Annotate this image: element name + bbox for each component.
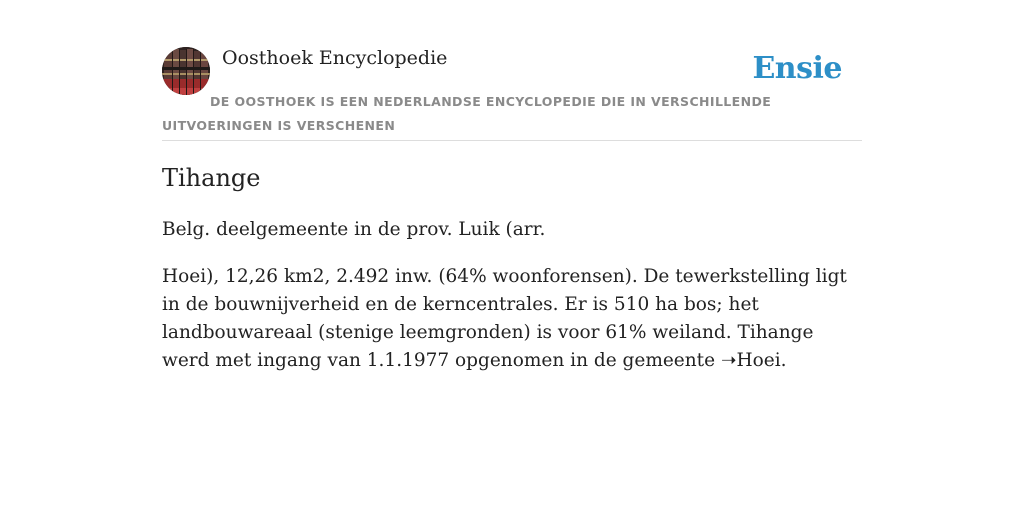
- hoei-link-label: Hoei: [736, 350, 781, 371]
- article-paragraph-2-suffix: .: [780, 350, 787, 371]
- site-name-link[interactable]: Oosthoek Encyclopedie: [222, 47, 448, 69]
- article-paragraph-1: Belg. deelgemeente in de prov. Luik (arr.: [162, 219, 546, 240]
- encyclopedia-books-icon[interactable]: [162, 47, 210, 95]
- site-tagline: DE OOSTHOEK IS EEN NEDERLANDSE ENCYCLOPEDIE DIE IN VERSCHILLENDE UITVOERINGEN IS VERSCHENEN: [162, 94, 772, 133]
- article-paragraph-2: [162, 263, 852, 375]
- site-header: [162, 0, 862, 141]
- article-title: Tihange: [162, 164, 261, 192]
- brand-logo-link[interactable]: Ensie: [752, 51, 842, 86]
- arrow-right-icon: ➝: [720, 350, 737, 371]
- page-container: [162, 0, 862, 371]
- article-paragraph-2-text: Hoei), 12,26 km2, 2.492 inw. (64% woonforensen). De tewerkstelling ligt in de bouwnijverheid en de kerncentrales. Er is 510 ha bos; het landbouwareaal (stenige leemgronden) is voor 61% weiland. Tihange werd met ingang van 1.1.1977 opgenomen in de gemeente: [162, 266, 847, 371]
- hoei-link[interactable]: [721, 350, 781, 371]
